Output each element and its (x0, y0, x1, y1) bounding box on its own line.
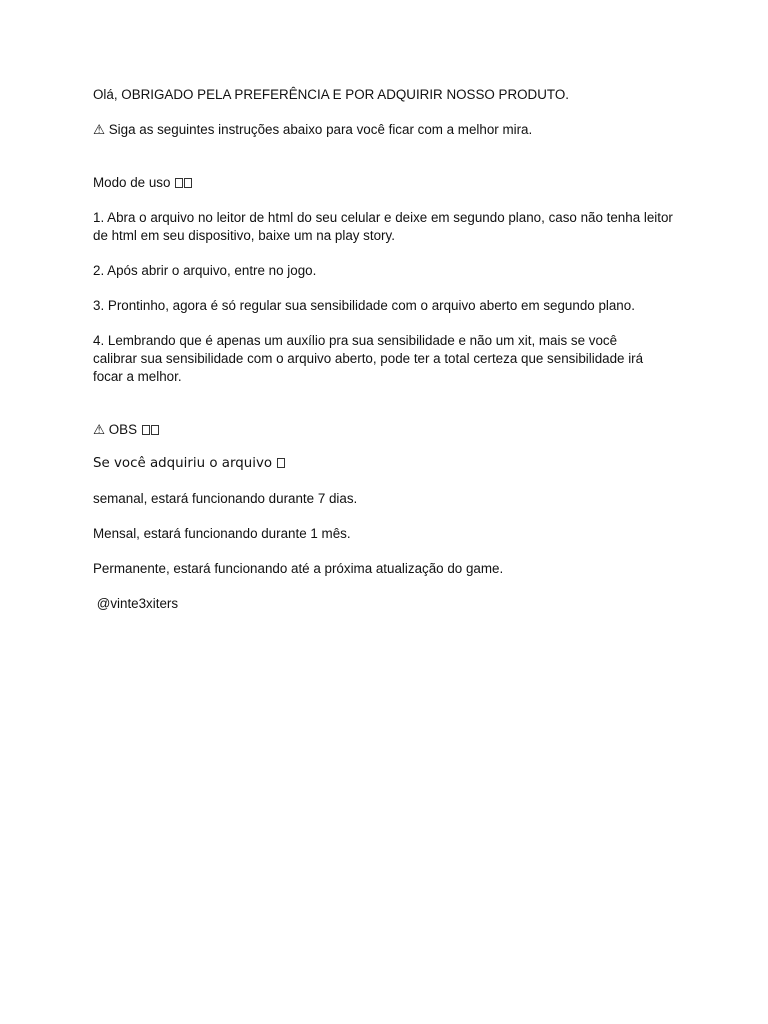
plan-weekly: semanal, estará funcionando durante 7 dias. (93, 491, 358, 506)
greeting-text: Olá, OBRIGADO PELA PREFERÊNCIA E POR ADQUIRIR NOSSO PRODUTO. (93, 87, 569, 102)
obs-heading-label: ⚠ OBS (93, 422, 138, 437)
missing-glyph-icon (142, 425, 150, 435)
purchased-heading-label: Se você adquiriu o arquivo (93, 456, 273, 471)
missing-glyph-icon (151, 425, 159, 435)
obs-heading (93, 421, 683, 439)
mode-heading (93, 174, 683, 192)
mode-heading-label: Modo de uso (93, 175, 171, 190)
instructions-text: ⚠ Siga as seguintes instruções abaixo para você ficar com a melhor mira. (93, 122, 533, 137)
plan-monthly: Mensal, estará funcionando durante 1 mês. (93, 526, 351, 541)
purchased-heading (93, 455, 683, 473)
step-3: 3. Prontinho, agora é só regular sua sensibilidade com o arquivo aberto em segundo plano. (93, 298, 635, 313)
document-body (93, 86, 683, 613)
missing-glyph-icon (184, 178, 192, 188)
step-4: 4. Lembrando que é apenas um auxílio pra sua sensibilidade e não um xit, mais se você calibrar sua sensibilidade com o arquivo aberto, pode ter a total certeza que sensibilidade irá focar a melhor. (93, 333, 647, 384)
missing-glyph-icon (277, 458, 285, 468)
plan-permanent: Permanente, estará funcionando até a próxima atualização do game. (93, 561, 504, 576)
author-handle: @vinte3xiters (93, 596, 179, 611)
step-2: 2. Após abrir o arquivo, entre no jogo. (93, 263, 317, 278)
missing-glyph-icon (175, 178, 183, 188)
step-1: 1. Abra o arquivo no leitor de html do seu celular e deixe em segundo plano, caso não tenha leitor de html em seu dispositivo, baixe um na play story. (93, 210, 677, 243)
